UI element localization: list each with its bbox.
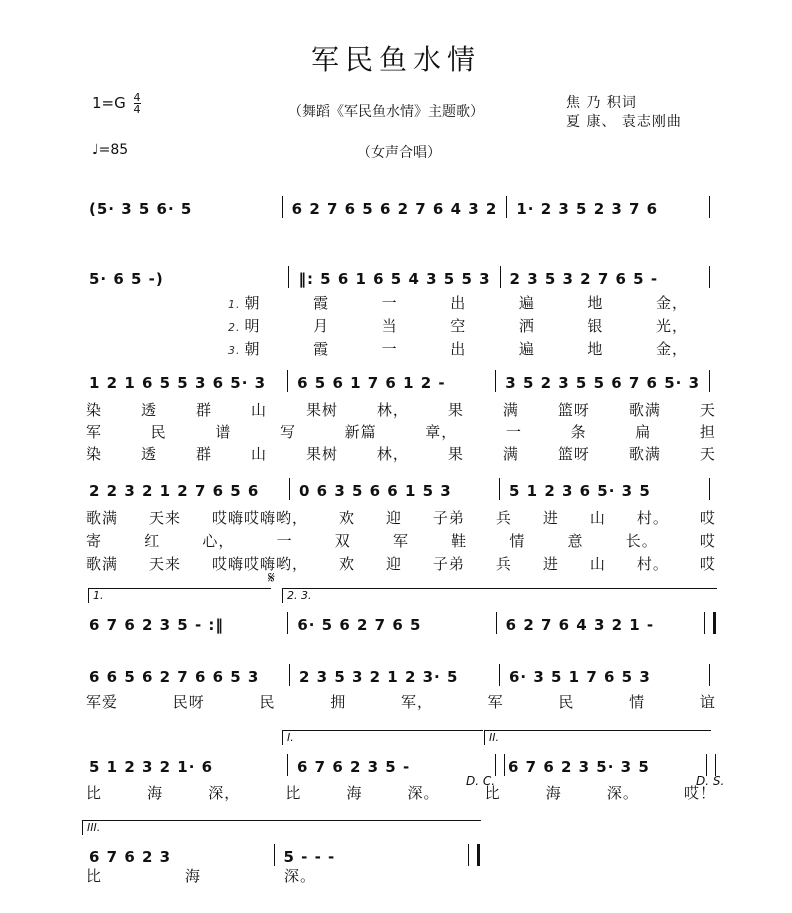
measure: 3 5 2 3 5 5 6 7 6 5· 3 bbox=[505, 374, 701, 392]
lyric-word: 银 bbox=[587, 317, 604, 335]
score-row-2 bbox=[86, 258, 716, 288]
lyric-word: 果树 bbox=[305, 401, 338, 419]
lyric-word: 情 bbox=[509, 532, 526, 550]
lyric-word: 果树 bbox=[305, 445, 338, 463]
lyric-word: 遍 bbox=[518, 294, 535, 312]
measure: 2 2 3 2 1 2 7 6 5 6 bbox=[89, 482, 260, 500]
lyric-word: 欢 bbox=[338, 509, 355, 527]
lyric-word: 群 bbox=[195, 401, 212, 419]
lyric-word: 山 bbox=[250, 445, 267, 463]
measure: 5· 6 5 -) bbox=[89, 270, 164, 288]
lyric-word: 空 bbox=[450, 317, 467, 335]
lyric-word: 满 bbox=[502, 401, 519, 419]
measure: 2 3 5 3 2 7 6 5 - bbox=[509, 270, 659, 288]
lyric-word: 军 bbox=[487, 693, 504, 711]
lyric-word: 歌满 bbox=[628, 401, 661, 419]
lyric-word: 拥 bbox=[330, 693, 347, 711]
score-row-5 bbox=[86, 604, 716, 634]
lyric-word: 海 bbox=[147, 784, 164, 802]
lyric-word: 哎嗨哎嗨哟， bbox=[211, 509, 308, 527]
lyric-word: 写 bbox=[279, 423, 296, 441]
lyric-word: 比 bbox=[285, 784, 302, 802]
lyric-word: 群 bbox=[195, 445, 212, 463]
lyric-word: 海 bbox=[545, 784, 562, 802]
lyric-word: 军 bbox=[392, 532, 409, 550]
time-signature bbox=[134, 92, 141, 115]
measure: ‖: 5 6 1 6 5 4 3 5 5 3 bbox=[298, 270, 491, 288]
lyric-word: 比 bbox=[86, 784, 103, 802]
lyric-word: 霞 bbox=[313, 294, 330, 312]
lyric-word: 比 bbox=[484, 784, 501, 802]
lyric-word: 天 bbox=[699, 445, 716, 463]
lyric-verse-1 bbox=[228, 292, 688, 313]
lyric-word: 新篇 bbox=[344, 423, 377, 441]
lyric-word: 兵 bbox=[495, 509, 512, 527]
lyric-line-4c bbox=[86, 553, 716, 574]
lyric-word: 进 bbox=[542, 509, 559, 527]
lyric-word: 地 bbox=[587, 340, 604, 358]
lyric-word: 天 bbox=[699, 401, 716, 419]
verse-number: 3. bbox=[228, 344, 241, 357]
lyric-word: 民 bbox=[558, 693, 575, 711]
lyric-word: 哎嗨哎嗨哟， bbox=[211, 555, 308, 573]
lyric-word: 长。 bbox=[625, 532, 658, 550]
performance-note: （女声合唱） bbox=[357, 145, 441, 161]
key-signature bbox=[92, 92, 141, 115]
lyric-word: 一 bbox=[381, 340, 398, 358]
lyric-word: 哎 bbox=[699, 555, 716, 573]
measure: 6 7 6 2 3 bbox=[89, 848, 172, 866]
measure: 5 1 2 3 6 5· 3 5 bbox=[509, 482, 651, 500]
key-prefix: 1=G bbox=[92, 94, 126, 112]
measure: 5 1 2 3 2 1· 6 bbox=[89, 758, 214, 776]
lyric-word: 哎！ bbox=[683, 784, 716, 802]
lyricist: 焦 乃 积词 bbox=[566, 95, 637, 111]
volta-first-ending: 1. bbox=[88, 588, 271, 603]
lyric-line-8 bbox=[86, 865, 316, 886]
lyric-word: 洒 bbox=[518, 317, 535, 335]
lyric-line-3b bbox=[86, 421, 716, 442]
subtitle: （舞蹈《军民鱼水情》主题歌） bbox=[288, 104, 484, 120]
lyric-word: 心， bbox=[202, 532, 235, 550]
lyric-word: 一 bbox=[505, 423, 522, 441]
measure: 6 6 5 6 2 7 6 6 5 3 bbox=[89, 668, 260, 686]
lyric-word: 鞋 bbox=[451, 532, 468, 550]
lyric-word: 林， bbox=[376, 401, 409, 419]
lyric-word: 谊 bbox=[699, 693, 716, 711]
measure: 6· 3 5 1 7 6 5 3 bbox=[509, 668, 651, 686]
lyric-word: 情 bbox=[629, 693, 646, 711]
volta-roman-3: III. bbox=[82, 820, 481, 835]
lyric-word: 歌满 bbox=[628, 445, 661, 463]
lyric-word: 朝 bbox=[244, 340, 261, 358]
lyric-word: 红 bbox=[144, 532, 161, 550]
lyric-word: 一 bbox=[381, 294, 398, 312]
lyric-word: 军， bbox=[400, 693, 433, 711]
volta-second-third-ending: 2. 3. bbox=[282, 588, 717, 603]
lyric-word: 章， bbox=[425, 423, 458, 441]
measure: 6 7 6 2 3 5 - bbox=[297, 758, 411, 776]
lyric-word: 地 bbox=[587, 294, 604, 312]
lyric-word: 山 bbox=[589, 555, 606, 573]
measure: 6· 5 6 2 7 6 5 bbox=[297, 616, 422, 634]
lyric-word: 哎 bbox=[699, 509, 716, 527]
measure: 0 6 3 5 6 6 1 5 3 bbox=[299, 482, 452, 500]
measure: 1· 2 3 5 2 3 7 6 bbox=[516, 200, 659, 218]
lyric-word: 满 bbox=[502, 445, 519, 463]
lyric-word: 当 bbox=[381, 317, 398, 335]
lyric-word: 民 bbox=[259, 693, 276, 711]
measure: 6 5 6 1 7 6 1 2 - bbox=[297, 374, 446, 392]
lyric-word: 迎 bbox=[385, 509, 402, 527]
lyric-word: 月 bbox=[313, 317, 330, 335]
lyric-verse-3 bbox=[228, 338, 688, 359]
lyric-word: 意 bbox=[567, 532, 584, 550]
lyric-word: 民 bbox=[150, 423, 167, 441]
lyric-word: 村。 bbox=[636, 509, 669, 527]
measure: 6 7 6 2 3 5 - :‖ bbox=[89, 616, 224, 634]
verse-number: 1. bbox=[228, 298, 241, 311]
lyric-line-6 bbox=[86, 691, 716, 712]
lyric-word: 深， bbox=[208, 784, 241, 802]
verse-number: 2. bbox=[228, 321, 241, 334]
lyric-word: 比 bbox=[86, 867, 103, 885]
da-capo-marker: D. C. bbox=[466, 774, 496, 788]
lyric-word: 歌满 bbox=[86, 555, 119, 573]
measure: 2 3 5 3 2 1 2 3· 5 bbox=[299, 668, 459, 686]
lyric-word: 欢 bbox=[338, 555, 355, 573]
measure: (5· 3 5 6· 5 bbox=[89, 200, 193, 218]
lyric-word: 霞 bbox=[313, 340, 330, 358]
measure: 6 2 7 6 4 3 2 1 - bbox=[505, 616, 655, 634]
score-row-3 bbox=[86, 362, 716, 392]
lyric-word: 山 bbox=[250, 401, 267, 419]
lyric-word: 出 bbox=[450, 294, 467, 312]
lyric-word: 篮呀 bbox=[557, 445, 590, 463]
lyric-word: 天来 bbox=[148, 509, 181, 527]
composer: 夏 康、 袁志刚曲 bbox=[566, 114, 682, 130]
measure: 1 2 1 6 5 5 3 6 5· 3 bbox=[89, 374, 267, 392]
lyric-verse-2 bbox=[228, 315, 688, 336]
lyric-word: 哎 bbox=[699, 532, 716, 550]
lyric-word: 扁 bbox=[635, 423, 652, 441]
lyric-word: 深。 bbox=[283, 867, 316, 885]
lyric-word: 天来 bbox=[148, 555, 181, 573]
lyric-word: 光， bbox=[655, 317, 688, 335]
lyric-word: 迎 bbox=[385, 555, 402, 573]
segno-sign: 𝄋 bbox=[268, 568, 275, 587]
lyric-word: 染 bbox=[86, 401, 103, 419]
lyric-word: 金， bbox=[655, 340, 688, 358]
lyric-word: 民呀 bbox=[172, 693, 205, 711]
lyric-word: 果 bbox=[447, 445, 464, 463]
song-title: 军民鱼水情 bbox=[310, 43, 481, 76]
lyric-word: 出 bbox=[450, 340, 467, 358]
score-row-6 bbox=[86, 656, 716, 686]
lyric-line-3c bbox=[86, 443, 716, 464]
lyric-word: 林， bbox=[376, 445, 409, 463]
tempo: ♩=85 bbox=[92, 142, 129, 158]
lyric-line-3a bbox=[86, 399, 716, 420]
lyric-line-4b bbox=[86, 530, 716, 551]
lyric-word: 军爱 bbox=[86, 693, 119, 711]
time-signature-bottom: 4 bbox=[133, 103, 141, 116]
lyric-word: 山 bbox=[589, 509, 606, 527]
lyric-word: 进 bbox=[542, 555, 559, 573]
lyric-line-7 bbox=[86, 782, 716, 803]
lyric-word: 透 bbox=[140, 445, 157, 463]
lyric-word: 双 bbox=[334, 532, 351, 550]
lyric-line-4a bbox=[86, 507, 716, 528]
lyric-word: 子弟 bbox=[432, 509, 465, 527]
lyric-word: 寄 bbox=[86, 532, 103, 550]
lyric-word: 军 bbox=[86, 423, 103, 441]
lyric-word: 篮呀 bbox=[557, 401, 590, 419]
measure: 6 2 7 6 5 6 2 7 6 4 3 2 bbox=[291, 200, 498, 218]
lyric-word: 海 bbox=[184, 867, 201, 885]
measure: 6 7 6 2 3 5· 3 5 bbox=[508, 758, 650, 776]
lyric-word: 果 bbox=[447, 401, 464, 419]
lyric-word: 深。 bbox=[407, 784, 440, 802]
lyric-word: 谱 bbox=[215, 423, 232, 441]
score-row-4 bbox=[86, 470, 716, 500]
lyric-word: 染 bbox=[86, 445, 103, 463]
score-row-8 bbox=[86, 836, 480, 866]
score-row-1 bbox=[86, 188, 716, 218]
lyric-word: 歌满 bbox=[86, 509, 119, 527]
credits bbox=[566, 94, 682, 132]
time-signature-top: 4 bbox=[133, 91, 141, 104]
lyric-word: 条 bbox=[570, 423, 587, 441]
lyric-word: 担 bbox=[699, 423, 716, 441]
volta-roman-1: I. bbox=[282, 730, 483, 745]
lyric-word: 一 bbox=[276, 532, 293, 550]
lyric-word: 明 bbox=[244, 317, 261, 335]
lyric-word: 兵 bbox=[495, 555, 512, 573]
lyric-word: 金， bbox=[655, 294, 688, 312]
volta-roman-2: II. bbox=[484, 730, 711, 745]
lyric-word: 遍 bbox=[518, 340, 535, 358]
lyric-word: 透 bbox=[140, 401, 157, 419]
lyric-word: 海 bbox=[346, 784, 363, 802]
lyric-word: 深。 bbox=[606, 784, 639, 802]
lyric-word: 朝 bbox=[244, 294, 261, 312]
lyric-word: 子弟 bbox=[432, 555, 465, 573]
dal-segno-marker: D. S. bbox=[696, 774, 725, 788]
score-row-7 bbox=[86, 746, 716, 776]
lyric-word: 村。 bbox=[636, 555, 669, 573]
measure: 5 - - - bbox=[283, 848, 336, 866]
